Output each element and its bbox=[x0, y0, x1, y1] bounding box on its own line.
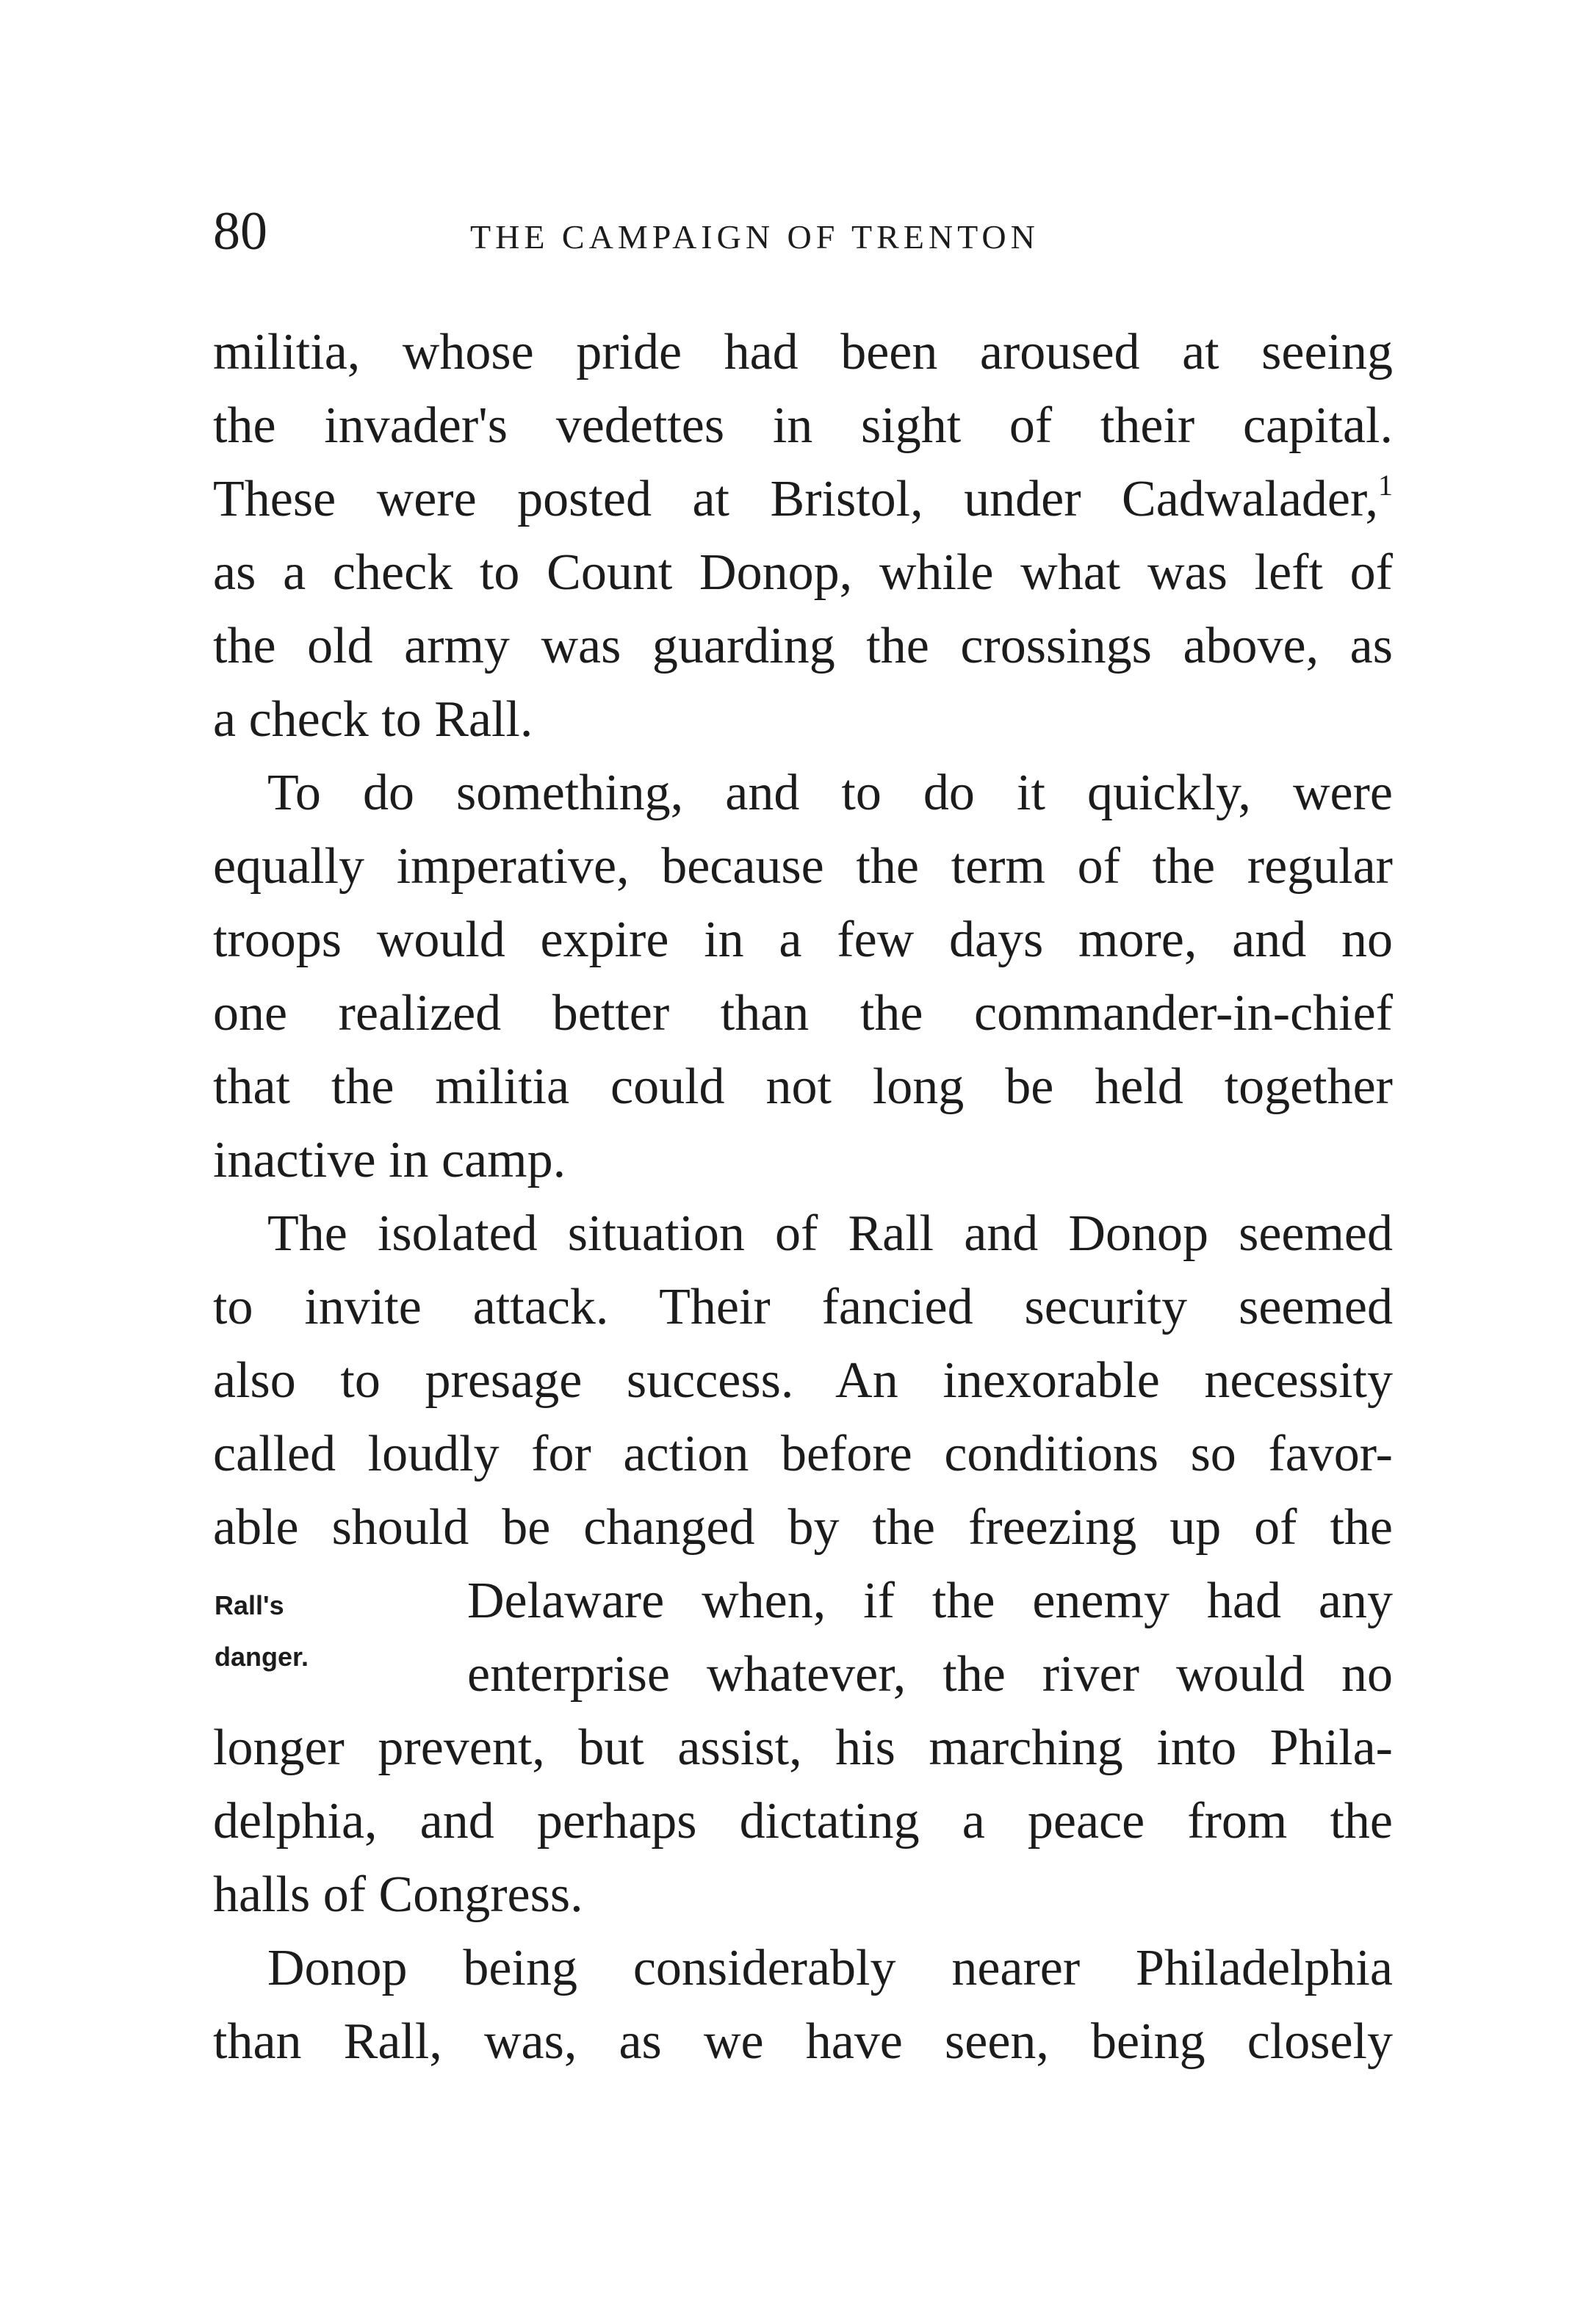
text-line: The isolated situation of Rall and Donop seemed bbox=[267, 1205, 1393, 1262]
text-line: troops would expire in a few days more, and no bbox=[213, 912, 1393, 968]
text-line: than Rall, was, as we have seen, being closely bbox=[213, 2013, 1393, 2070]
text-line: that the militia could not long be held together bbox=[213, 1058, 1393, 1115]
text-line: the invader's vedettes in sight of their capital. bbox=[213, 397, 1393, 454]
text-line: equally imperative, because the term of the regular bbox=[213, 838, 1393, 895]
text-line: one realized better than the commander-in-chief bbox=[213, 985, 1393, 1042]
text-line: inactive in camp. bbox=[213, 1132, 566, 1188]
text-line: To do something, and to do it quickly, were bbox=[267, 765, 1393, 821]
text-line: a check to Rall. bbox=[213, 691, 533, 748]
text-line: Donop being considerably nearer Philadelphia bbox=[267, 1940, 1393, 1996]
sidenote-line-1: Rall's bbox=[215, 1590, 284, 1620]
paragraph-2 bbox=[213, 757, 1393, 1197]
paragraph-1 bbox=[213, 316, 1393, 757]
paragraph-3 bbox=[213, 1197, 1393, 1932]
text-line bbox=[213, 463, 1393, 536]
text-line: Delaware when, if the enemy had any bbox=[467, 1573, 1393, 1629]
text-line: to invite attack. Their fancied security seemed bbox=[213, 1279, 1393, 1335]
text-line-content: These were posted at Bristol, under Cadwalader, bbox=[213, 471, 1378, 527]
text-line: delphia, and perhaps dictating a peace from the bbox=[213, 1793, 1393, 1850]
text-line: as a check to Count Donop, while what was left of bbox=[213, 544, 1393, 601]
sidenote-line-2: danger. bbox=[215, 1642, 309, 1672]
footnote-reference: 1 bbox=[1378, 469, 1393, 502]
text-line: militia, whose pride had been aroused at seeing bbox=[213, 324, 1393, 380]
page-number: 80 bbox=[213, 201, 267, 261]
text-line: able should be changed by the freezing up of the bbox=[213, 1499, 1393, 1556]
paragraph-4 bbox=[213, 1932, 1393, 2079]
text-line: enterprise whatever, the river would no bbox=[467, 1646, 1393, 1703]
running-head: THE CAMPAIGN OF TRENTON bbox=[470, 218, 1039, 256]
text-line: called loudly for action before conditions so favor- bbox=[213, 1426, 1393, 1482]
text-line: also to presage success. An inexorable necessity bbox=[213, 1352, 1393, 1409]
text-line: longer prevent, but assist, his marching into Phila- bbox=[213, 1719, 1393, 1776]
text-line: the old army was guarding the crossings above, as bbox=[213, 618, 1393, 674]
text-line: halls of Congress. bbox=[213, 1866, 583, 1923]
